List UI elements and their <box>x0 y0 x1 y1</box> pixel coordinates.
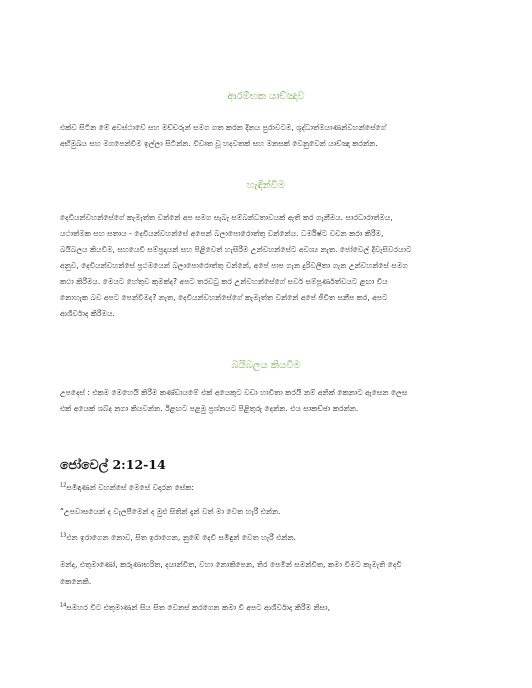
verse-text: කෙනෙකි. <box>60 577 92 586</box>
paragraph-line: උපදෙස් : එකම මෙහෙයි කිරීම කණ්ඩායමේ එක් අයෙකුට වඩා හාවිතා කරයි නම් අනික් කෙනාට ඇසෙන ලෙස <box>60 388 408 397</box>
opening-prayer-heading: ආරම්භක යාච්ඤාව <box>227 91 305 102</box>
verse-line <box>60 530 478 546</box>
verse-line <box>60 480 478 496</box>
verse-line <box>60 504 478 520</box>
verse-line <box>60 557 478 573</box>
paragraph-line: බයිබලය කියවීම, සහයෙවී සම්ප්‍රදායන් සහ පිළිවෙත් හැසිරීම උන්වහන්සේට අවශ්‍ය නැත. ජෝවෙල් දිවැසිවරයාට <box>60 245 412 254</box>
verse-line <box>60 574 478 590</box>
paragraph-line: දෙවියන්වහන්සේගේ කැමැත්ත වන්නේ අප සමග සැබෑ සම්බන්ධතාවයක් ඇති කර ගැනීමය. සාරධාරාත්මය, <box>60 213 393 222</box>
verse-text: එන ඉරාගෙන නොව, සිත ඉරාගෙන, නුඹේ දෙවි සමිඳුන් වෙත හැරී එන්න. <box>66 533 297 542</box>
verse-number: 14 <box>60 602 67 609</box>
verse-number: 13 <box>60 532 67 539</box>
introduction-heading: හැඳින්වීම <box>246 180 286 191</box>
verse-text: “උපවාසයෙන් ද වැලපීමෙන් ද මුළු සිතින් දැන් වත් මා වෙත හැරී එන්න. <box>60 507 281 516</box>
paragraph-line: අනුව, දෙවියන්වහන්සේ ප්‍රථමයෙන් බලාපොරොත්තු වන්නේ, අපේ පාප ගැන දුරිවලිතා ගැන උන්වහන්සේ සමග <box>60 261 408 270</box>
paragraph-line: එක්ව සිටින මේ අවස්ථාවේ සහ මච්චරුන් සමග ගත කරන දිනය පුරාවටම, ශුද්ධාත්මයාණන්වහන්සේගේ <box>60 123 387 132</box>
paragraph-line: යථාත්මක සහ සතාය - දෙවියන්වහන්සේ අපෙන් බලාපොරොත්තු වන්නේය. ධර්මිෂ්ට වචන කරා කිරීම, <box>60 229 384 238</box>
verse-text: සමිඳාණන් වහන්සේ මෙසේ වදාරන සේක: <box>66 483 194 492</box>
bible-reading-heading: බයිබලය කියවීම <box>231 360 301 371</box>
verse-number: 12 <box>60 482 67 489</box>
scripture-reference: ජෝවෙල් 2:12-14 <box>60 457 166 472</box>
verse-text: මන්ද, එතුමාණෝ, කරුණාභරිත, දයාන්විත, වහා නොකිපෙන, තිර පෙමින් සමන්විත, කමා විමට කැමැති දෙවි <box>60 560 402 569</box>
paragraph-line: නොහැක බව අපට පෙන්වීමද? නැත, දෙවියන්වහන්සේගේ කැමැත්ත වන්නේ අපේ ජීවිත සනීප කර, අපට <box>60 293 388 302</box>
paragraph-line: ආශිර්වාද කිරීමය. <box>60 309 115 318</box>
paragraph-line: අභිමුඛය සහ මගපෙන්වීම ඉල්ලා සිටින්න. විවෘත වූ හදවතක් සහ මනසක් වෙනුවෙන් යාච්ඤා කරන්න. <box>60 139 378 148</box>
paragraph-line: එක් අයෙක් ශබ්ද නගා කියවන්න. ඊළඟට පළමු ප්‍රශ්නයට පිළිතුරු දෙන්න. එය සාකච්ඡා කරන්න. <box>60 404 359 413</box>
verse-line <box>60 600 478 616</box>
introduction-paragraph <box>60 210 478 322</box>
opening-prayer-paragraph <box>60 120 478 152</box>
paragraph-line: කථා කිරීමය. මෙයට හේතුව කුමක්ද? අපට තරවටු කර උන්වහන්සේගේ සර්ව සම්පූර්ණත්වයට ළඟා විය <box>60 277 388 286</box>
verse-text: සමහර විට එතුමාණන් සිය සිත වෙනස් කරගෙන කමා වී අපට ආශිර්වාද කිරීම නිසා, <box>66 603 330 612</box>
bible-reading-paragraph <box>60 385 478 417</box>
